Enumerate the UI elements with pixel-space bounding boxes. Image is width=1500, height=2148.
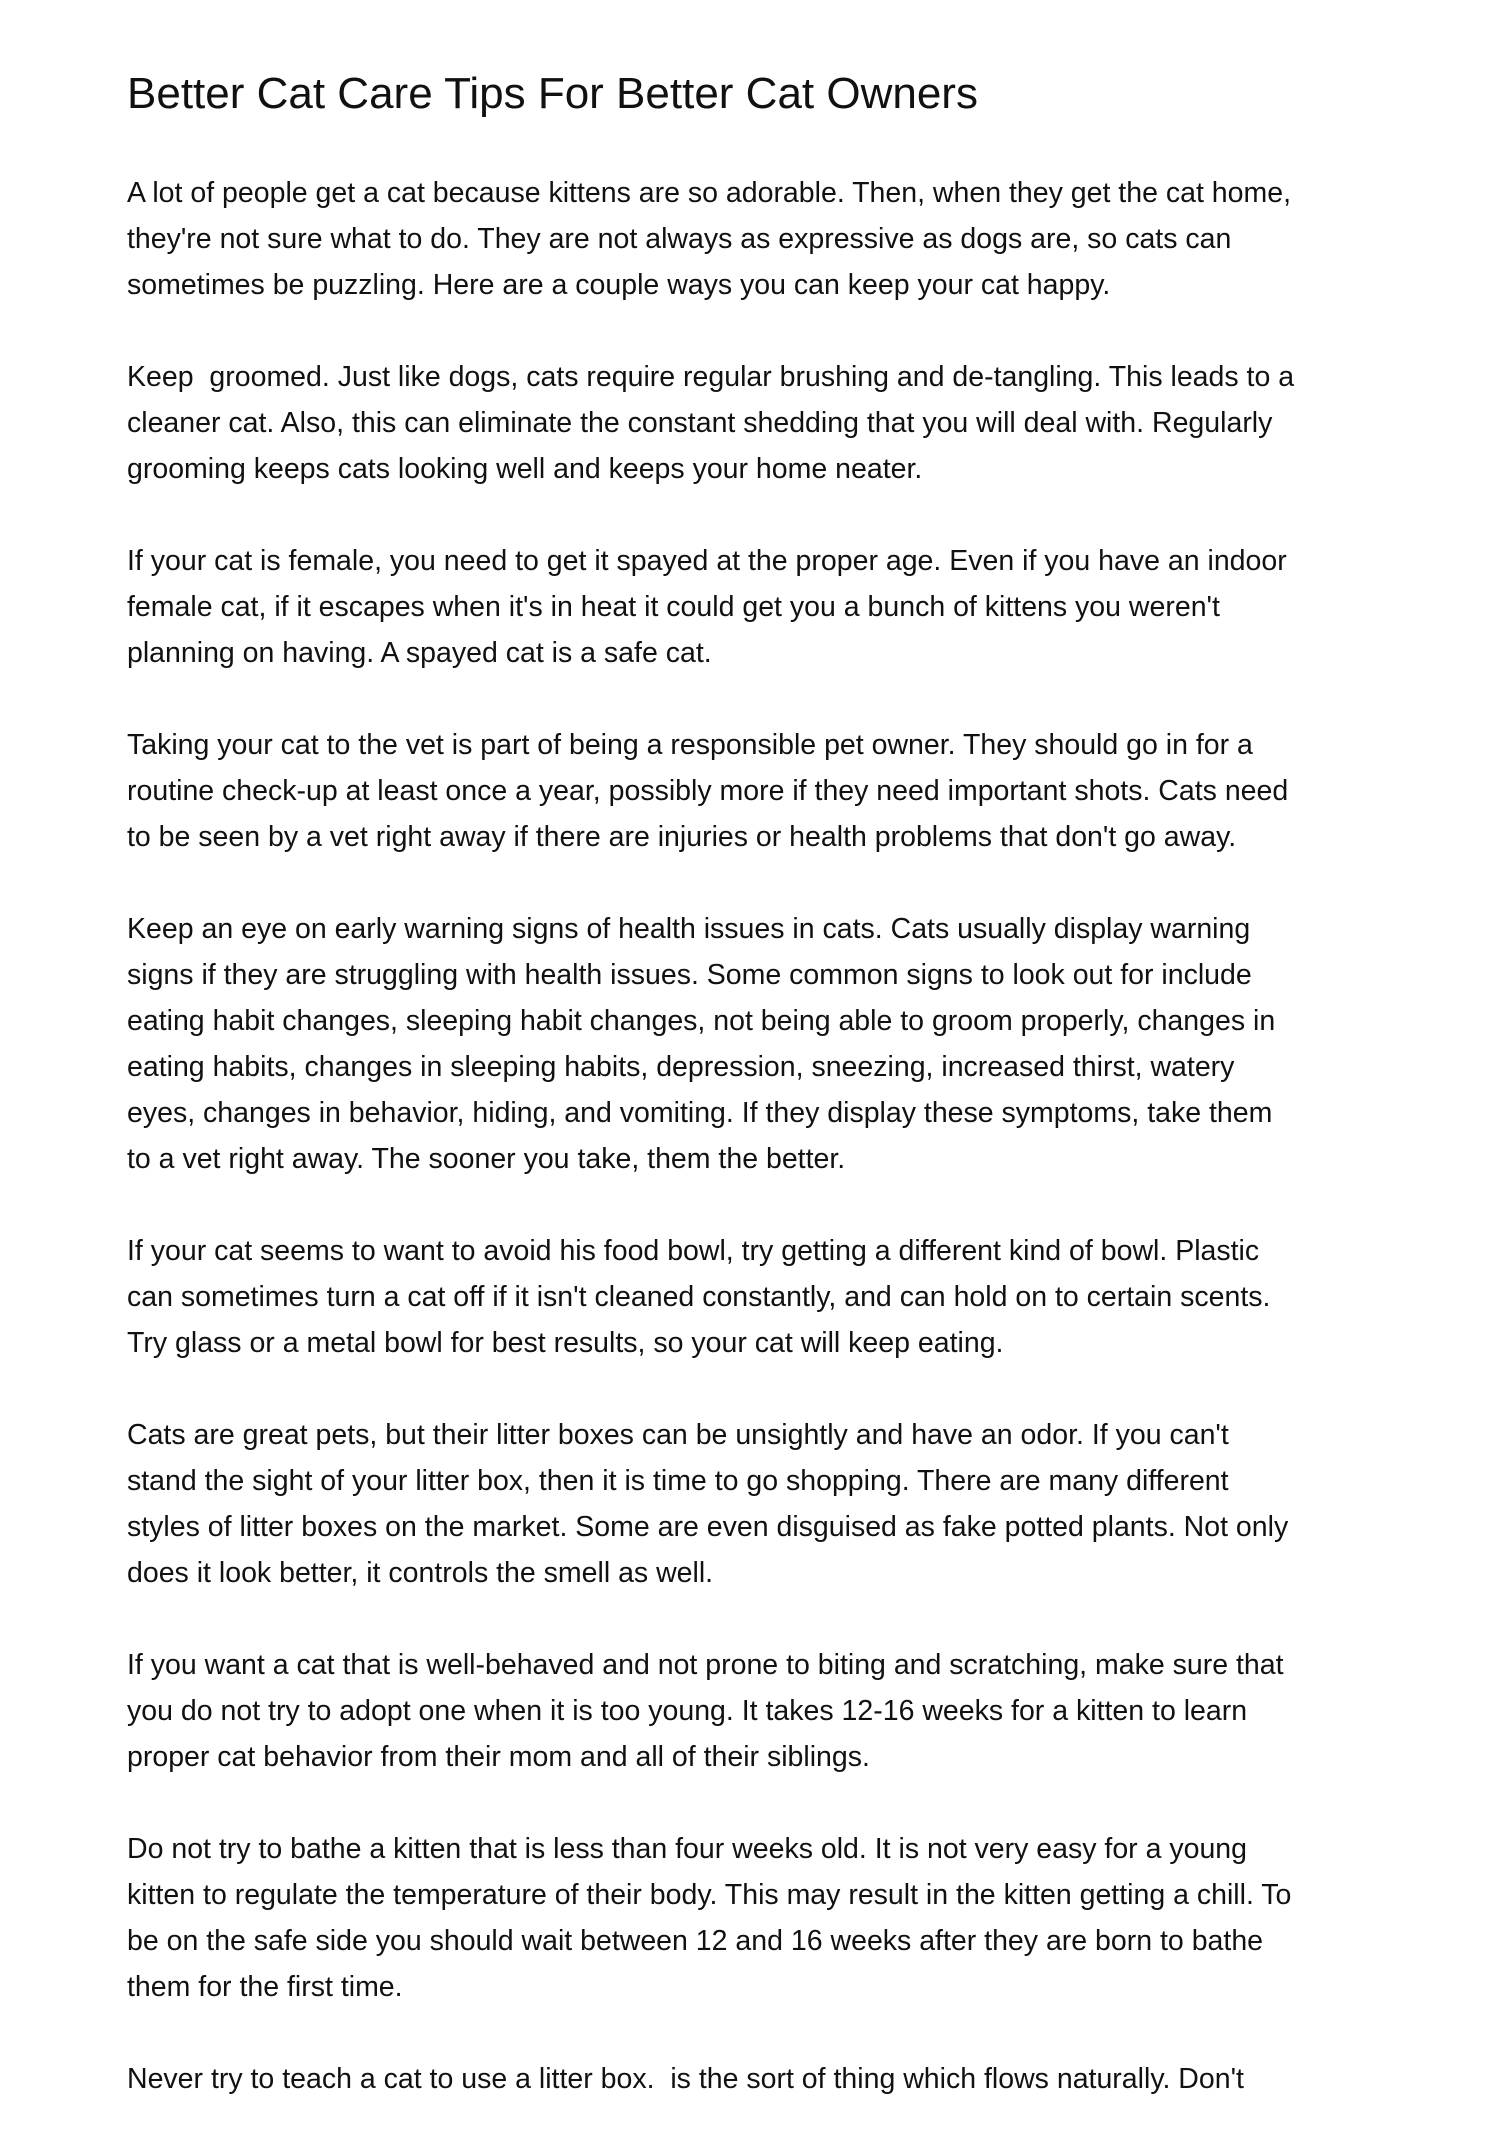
text-line: Do not try to bathe a kitten that is less than four weeks old. It is not very easy for a young [127, 1833, 1248, 1865]
text-line: Try glass or a metal bowl for best results, so your cat will keep eating. [127, 1327, 1004, 1359]
text-line: eyes, changes in behavior, hiding, and vomiting. If they display these symptoms, take them [127, 1097, 1273, 1129]
text-line: routine check-up at least once a year, possibly more if they need important shots. Cats need [127, 775, 1289, 807]
text-line: Keep an eye on early warning signs of health issues in cats. Cats usually display warning [127, 913, 1251, 945]
text-line: they're not sure what to do. They are not always as expressive as dogs are, so cats can [127, 223, 1232, 255]
text-line: Taking your cat to the vet is part of being a responsible pet owner. They should go in for a [127, 729, 1253, 761]
text-line: signs if they are struggling with health issues. Some common signs to look out for include [127, 959, 1252, 991]
text-line: If your cat is female, you need to get it spayed at the proper age. Even if you have an indoor [127, 545, 1287, 577]
text-line: stand the sight of your litter box, then it is time to go shopping. There are many different [127, 1465, 1229, 1497]
text-line: them for the first time. [127, 1971, 403, 2003]
text-line: proper cat behavior from their mom and all of their siblings. [127, 1741, 870, 1773]
text-line: can sometimes turn a cat off if it isn't cleaned constantly, and can hold on to certain scents. [127, 1281, 1271, 1313]
text-line: to be seen by a vet right away if there are injuries or health problems that don't go away. [127, 821, 1237, 853]
text-line: to a vet right away. The sooner you take, them the better. [127, 1143, 846, 1175]
text-line: you do not try to adopt one when it is too young. It takes 12-16 weeks for a kitten to learn [127, 1695, 1248, 1727]
text-line: If your cat seems to want to avoid his food bowl, try getting a different kind of bowl. Plastic [127, 1235, 1260, 1267]
paragraph-7 [127, 1412, 1387, 1596]
text-line: cleaner cat. Also, this can eliminate the constant shedding that you will deal with. Regularly [127, 407, 1273, 439]
text-line: eating habit changes, sleeping habit changes, not being able to groom properly, changes in [127, 1005, 1276, 1037]
text-line: Cats are great pets, but their litter boxes can be unsightly and have an odor. If you can't [127, 1419, 1229, 1451]
paragraph-8 [127, 1642, 1387, 1780]
text-line: A lot of people get a cat because kittens are so adorable. Then, when they get the cat home, [127, 177, 1291, 209]
paragraph-3 [127, 538, 1387, 676]
text-line: does it look better, it controls the smell as well. [127, 1557, 714, 1589]
text-line: styles of litter boxes on the market. Some are even disguised as fake potted plants. Not only [127, 1511, 1289, 1543]
text-line: Keep groomed. Just like dogs, cats require regular brushing and de-tangling. This leads to a [127, 361, 1295, 393]
document-title: Better Cat Care Tips For Better Cat Owners [127, 69, 978, 118]
text-line: eating habits, changes in sleeping habits, depression, sneezing, increased thirst, watery [127, 1051, 1235, 1083]
text-line: If you want a cat that is well-behaved and not prone to biting and scratching, make sure that [127, 1649, 1284, 1681]
text-line: be on the safe side you should wait between 12 and 16 weeks after they are born to bathe [127, 1925, 1264, 1957]
paragraph-9 [127, 1826, 1387, 2010]
paragraph-1 [127, 170, 1387, 308]
paragraph-6 [127, 1228, 1387, 1366]
text-line: female cat, if it escapes when it's in heat it could get you a bunch of kittens you weren't [127, 591, 1220, 623]
text-line: sometimes be puzzling. Here are a couple ways you can keep your cat happy. [127, 269, 1111, 301]
paragraph-4 [127, 722, 1387, 860]
text-line: grooming keeps cats looking well and keeps your home neater. [127, 453, 923, 485]
document-body [127, 170, 1387, 2148]
text-line: Never try to teach a cat to use a litter box. is the sort of thing which flows naturally. Don't [127, 2063, 1244, 2095]
paragraph-5 [127, 906, 1387, 1182]
paragraph-2 [127, 354, 1387, 492]
text-line: kitten to regulate the temperature of their body. This may result in the kitten getting a chill. To [127, 1879, 1292, 1911]
text-line: planning on having. A spayed cat is a safe cat. [127, 637, 712, 669]
paragraph-10 [127, 2056, 1387, 2102]
